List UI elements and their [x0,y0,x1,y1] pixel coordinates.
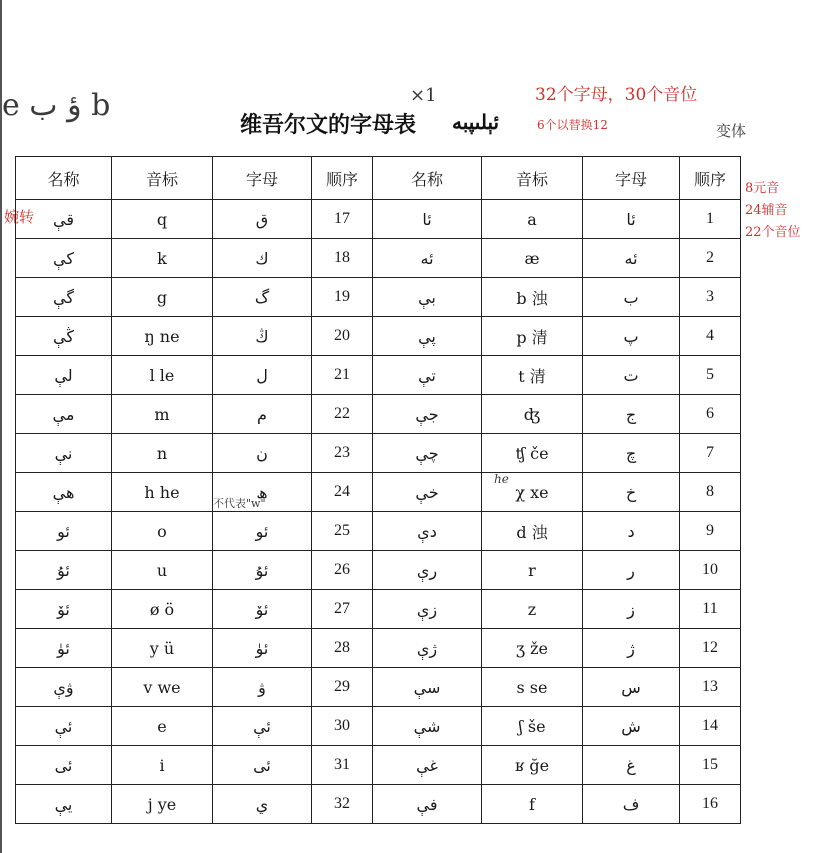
header-letter: 字母 [583,157,680,200]
cell-letter: ئا [583,200,680,239]
cell-letter: ي [213,785,312,824]
cell-ipa: y ü [112,629,213,668]
cell-order: 26 [312,551,373,590]
cell-ipa: e [112,707,213,746]
cell-letter: ئۈ [213,629,312,668]
cell-name: ژې [373,629,482,668]
page-edge [0,0,2,853]
cell-letter: ھ [213,473,312,512]
cell-order: 4 [680,317,741,356]
cell-ipa: o [112,512,213,551]
table-row [16,278,741,317]
cell-order: 6 [680,395,741,434]
cell-letter: ن [213,434,312,473]
table-row [16,668,741,707]
table-header-row [16,157,741,200]
cell-name: ئى [16,746,112,785]
cell-ipa: k [112,239,213,278]
cell-ipa: ʤ [482,395,583,434]
cell-letter: م [213,395,312,434]
cell-ipa: ŋ ne [112,317,213,356]
handwritten-doodle: e ؤ ب b [2,88,111,123]
cell-ipa: t 清 [482,356,583,395]
note-consonants: 24辅音 [745,203,788,218]
cell-order: 21 [312,356,373,395]
cell-ipa: l le [112,356,213,395]
cell-order: 13 [680,668,741,707]
cell-name: تې [373,356,482,395]
header-letter: 字母 [213,157,312,200]
cell-ipa: ʁ ğe [482,746,583,785]
cell-order: 17 [312,200,373,239]
cell-name: لې [16,356,112,395]
cell-order: 23 [312,434,373,473]
cell-letter: ئو [213,512,312,551]
table-row [16,746,741,785]
cell-order: 28 [312,629,373,668]
cell-name: ئە [373,239,482,278]
cell-name: ڭې [16,317,112,356]
cell-ipa: ʧ če [482,434,583,473]
right-margin-notes [745,178,801,244]
table-row [16,356,741,395]
header-order: 顺序 [312,157,373,200]
cell-order: 31 [312,746,373,785]
cell-letter: ف [583,785,680,824]
cell-order: 14 [680,707,741,746]
cell-name: ئۇ [16,551,112,590]
table-row [16,629,741,668]
cell-order: 32 [312,785,373,824]
cell-ipa: s se [482,668,583,707]
cell-ipa: v we [112,668,213,707]
cell-letter: گ [213,278,312,317]
table-row [16,200,741,239]
cell-ipa: i [112,746,213,785]
cell-name: پې [373,317,482,356]
cell-name: چې [373,434,482,473]
cell-name: ھې [16,473,112,512]
table-row [16,785,741,824]
cell-letter: ر [583,551,680,590]
cell-name: غې [373,746,482,785]
cell-name: ئۆ [16,590,112,629]
cell-name: ۋې [16,668,112,707]
cell-name: بې [373,278,482,317]
cell-order: 25 [312,512,373,551]
header-ipa: 音标 [112,157,213,200]
annotation-left: 婉转 [4,208,35,226]
cell-name: شې [373,707,482,746]
cell-ipa: j ye [112,785,213,824]
table-row [16,473,741,512]
cell-order: 20 [312,317,373,356]
header-name: 名称 [16,157,112,200]
annotation-top-sub: 6个以替换12 [537,118,608,132]
cell-name: ئا [373,200,482,239]
cell-letter: د [583,512,680,551]
mark-x1: ×1 [410,85,437,106]
cell-name: ئې [16,707,112,746]
header-order: 顺序 [680,157,741,200]
cell-order: 29 [312,668,373,707]
table-row [16,551,741,590]
annotation-top: 32个字母，30个音位 [535,85,698,105]
cell-name: نې [16,434,112,473]
cell-order: 19 [312,278,373,317]
cell-ipa: æ [482,239,583,278]
cell-name: فې [373,785,482,824]
cell-name: يې [16,785,112,824]
cell-name: جې [373,395,482,434]
cell-ipa: g [112,278,213,317]
cell-name: كې [16,239,112,278]
header-name: 名称 [373,157,482,200]
table-row [16,317,741,356]
cell-name: خې [373,473,482,512]
cell-letter: غ [583,746,680,785]
cell-letter: ئە [583,239,680,278]
cell-name: دې [373,512,482,551]
cell-letter: س [583,668,680,707]
cell-ipa: r [482,551,583,590]
cell-name: قې [16,200,112,239]
alphabet-table [15,156,741,824]
cell-name: رې [373,551,482,590]
cell-name: گې [16,278,112,317]
cell-order: 12 [680,629,741,668]
cell-order: 15 [680,746,741,785]
cell-letter: ش [583,707,680,746]
cell-letter: ج [583,395,680,434]
cell-letter: ژ [583,629,680,668]
cell-letter: ق [213,200,312,239]
cell-ipa: ʒ že [482,629,583,668]
note-vowels: 8元音 [745,181,780,196]
cell-order: 5 [680,356,741,395]
table-row [16,395,741,434]
cell-order: 22 [312,395,373,434]
cell-letter: ئۇ [213,551,312,590]
cell-order: 18 [312,239,373,278]
cell-ipa: f [482,785,583,824]
cell-ipa: q [112,200,213,239]
table-row [16,590,741,629]
cell-ipa: d 浊 [482,512,583,551]
cell-letter: چ [583,434,680,473]
cell-letter: پ [583,317,680,356]
cell-name: ئو [16,512,112,551]
cell-order: 1 [680,200,741,239]
cell-order: 7 [680,434,741,473]
cell-letter: ئۆ [213,590,312,629]
note-phonemes: 22个音位 [745,225,801,240]
cell-letter: خ [583,473,680,512]
cell-ipa: z [482,590,583,629]
cell-letter: ت [583,356,680,395]
annotation-top-right: 变体 [716,122,747,140]
cell-name: زې [373,590,482,629]
cell-ipa: a [482,200,583,239]
cell-order: 2 [680,239,741,278]
header-ipa: 音标 [482,157,583,200]
cell-letter: ئى [213,746,312,785]
annotation-not-w: 不代表"w" [213,497,266,510]
cell-ipa: b 浊 [482,278,583,317]
cell-order: 16 [680,785,741,824]
table-row [16,239,741,278]
title-uyghur: ئېلىپبە [452,110,500,134]
cell-letter: ۋ [213,668,312,707]
cell-letter: ئې [213,707,312,746]
table-row [16,707,741,746]
cell-ipa: m [112,395,213,434]
cell-ipa: n [112,434,213,473]
cell-order: 8 [680,473,741,512]
cell-letter: ز [583,590,680,629]
cell-ipa: ø ö [112,590,213,629]
cell-name: ئۈ [16,629,112,668]
annotation-he: he [494,472,509,486]
cell-name: سې [373,668,482,707]
cell-letter: ڭ [213,317,312,356]
cell-order: 9 [680,512,741,551]
cell-ipa: χ xe [482,473,583,512]
cell-letter: ك [213,239,312,278]
cell-order: 10 [680,551,741,590]
cell-letter: ب [583,278,680,317]
table-row [16,512,741,551]
cell-ipa: p 清 [482,317,583,356]
cell-order: 27 [312,590,373,629]
cell-letter: ل [213,356,312,395]
cell-name: مې [16,395,112,434]
table-row [16,434,741,473]
cell-order: 3 [680,278,741,317]
cell-order: 11 [680,590,741,629]
cell-ipa: u [112,551,213,590]
page-title: 维吾尔文的字母表 [240,113,417,138]
cell-order: 30 [312,707,373,746]
cell-ipa: h he [112,473,213,512]
cell-order: 24 [312,473,373,512]
cell-ipa: ʃ še [482,707,583,746]
